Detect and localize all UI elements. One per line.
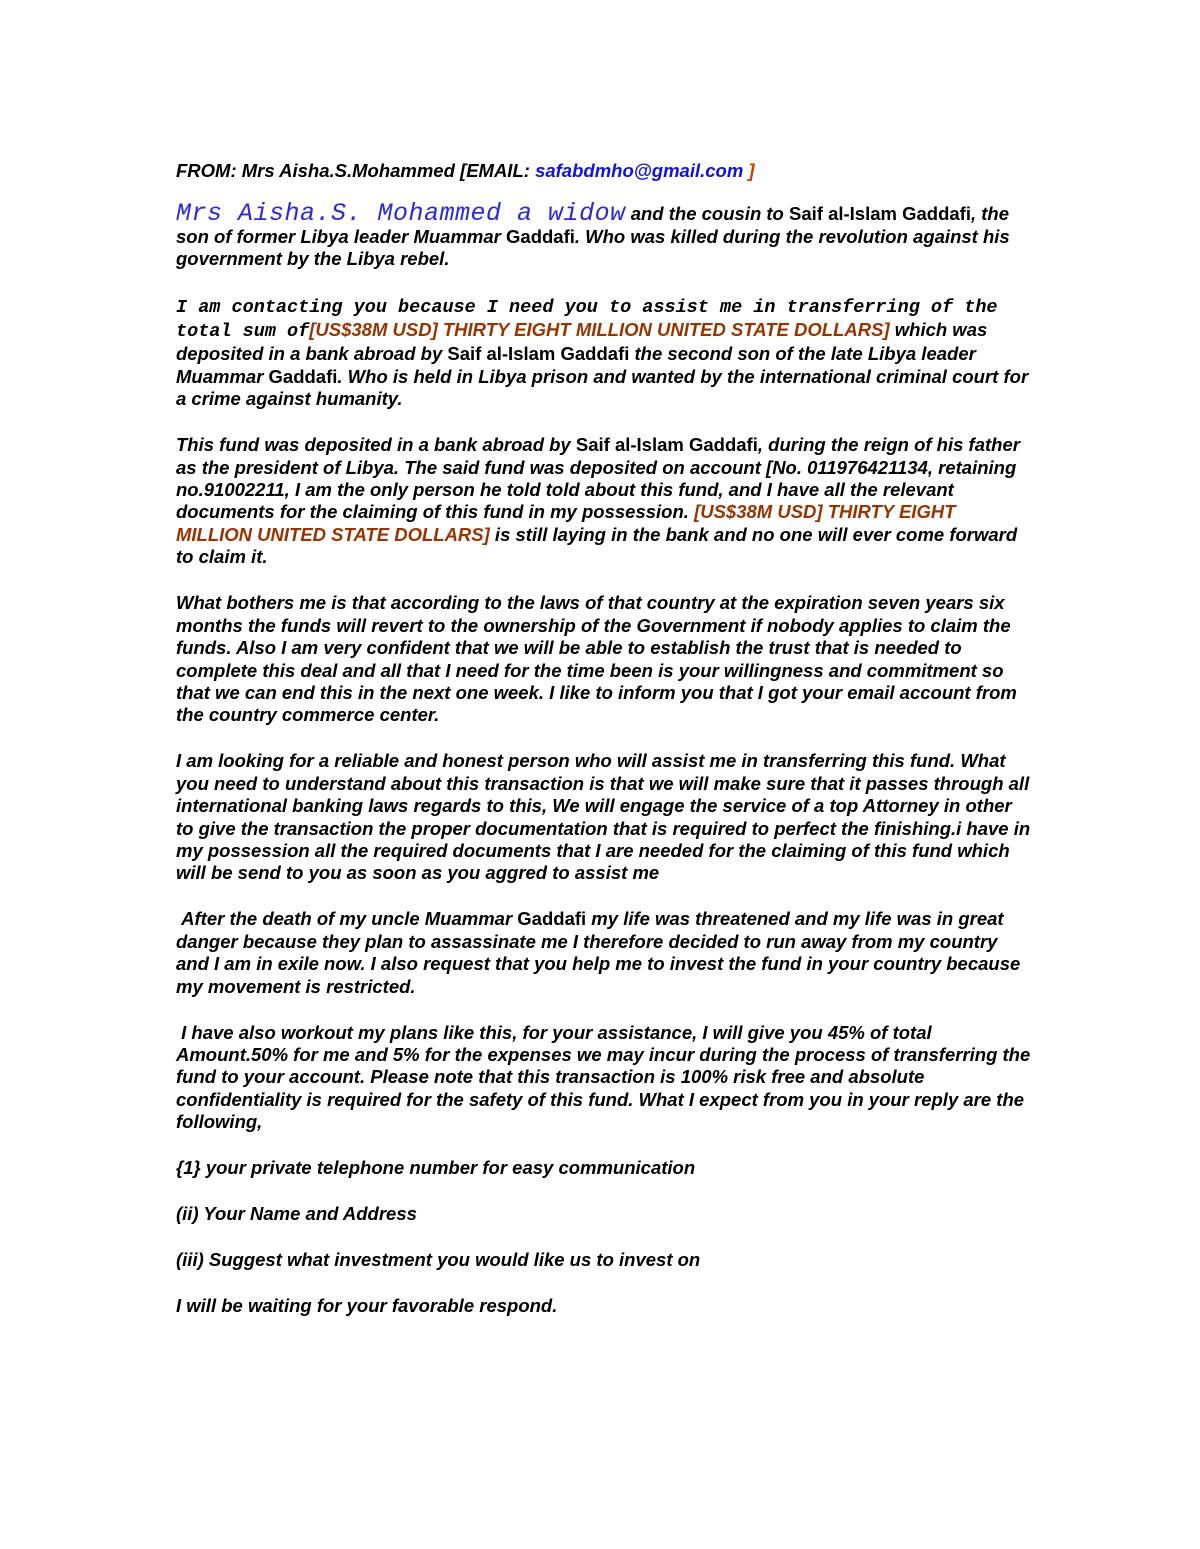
plans-paragraph	[176, 1021, 1036, 1134]
sender-email-link[interactable]: safabdmho@gmail.com	[535, 160, 744, 181]
contact-paragraph	[176, 295, 1031, 411]
intro-name-2: Gaddafi	[506, 225, 575, 247]
fund-name-1: Saif al-Islam Gaddafi	[575, 434, 758, 456]
intro-name-1: Saif al-Islam Gaddafi	[789, 203, 971, 225]
contact-name-1: Saif al-Islam Gaddafi	[447, 343, 630, 365]
plans-text: I have also workout my plans like this, for your assistance, I will give you 45% of total Amount.50% for me and 5% for the expenses we may incur during the process of transferring the fund to your account. Please note that this transaction is 100% risk free and absolute confidentiality is required for the safety of this fund. What I expect from you in your reply are the following,	[176, 1021, 1036, 1133]
intro-paragraph	[176, 199, 1031, 270]
contact-amount: [US$38M USD] THIRTY EIGHT MILLION UNITED STATE DOLLARS]	[309, 319, 890, 341]
list-item: {1} your private telephone number for easy communication	[176, 1157, 696, 1179]
from-prefix: FROM: Mrs Aisha.S.Mohammed [EMAIL:	[176, 160, 536, 181]
fund-text-2: , during the reign of his father as the president of Libya. The said fund was deposited on account [No. 011976421134, retaining no.91002211, I am the only person he told told about this fund, and I have all the relevant documents for the claiming of this fund in my possession.	[176, 434, 1020, 523]
death-text-2: my life was threatened and my life was in great danger because they plan to assassinate me I therefore decided to run away from my country and I am in exile now. I also request that you help me to invest the fund in your country because my movement is restricted.	[176, 908, 1021, 997]
closing-line: I will be waiting for your favorable respond.	[176, 1295, 558, 1317]
intro-text-3: . Who was killed during the revolution against his government by the Libya rebel.	[176, 225, 1010, 270]
fund-amount: [US$38M USD] THIRTY EIGHT MILLION UNITED STATE DOLLARS]	[176, 501, 956, 545]
from-line	[176, 160, 1031, 182]
fund-paragraph	[176, 434, 1031, 568]
bothers-paragraph: What bothers me is that according to the laws of that country at the expiration seven years six months the funds will revert to the ownership of the Government if nobody applies to claim the funds. Also I am very confident that we will be able to establish the trust that is needed to complete this deal and all that I need for the time been is your willingness and commitment so that we can end this in the next one week. I like to inform you that I got your email account from the country commerce center.	[176, 592, 1017, 726]
contact-mono-text: I am contacting you because I need you to assist me in transferring of the total sum of	[176, 296, 998, 343]
contact-text-1: which was deposited in a bank abroad by	[176, 319, 988, 365]
fund-text-1: This fund was deposited in a bank abroad by	[176, 434, 576, 456]
sender-name-styled: Mrs Aisha.S. Mohammed a widow	[176, 199, 626, 229]
death-name-1: Gaddafi	[517, 908, 587, 930]
looking-paragraph: I am looking for a reliable and honest person who will assist me in transferring this fund. What you need to understand about this transaction is that we will make sure that it passes through all international banking laws regards to this, We will engage the service of a top Attorney in other to give the transaction the proper documentation that is required to perfect the finishing.i have in my possession all the required documents that I are needed for the claiming of this fund which will be send to you as soon as you aggred to assist me	[176, 750, 1031, 884]
letter-document	[176, 160, 1036, 1341]
death-text-1: After the death of my uncle Muammar	[176, 908, 518, 930]
fund-text-3: is still laying in the bank and no one will ever come forward to claim it.	[176, 523, 1018, 568]
from-suffix: ]	[743, 160, 755, 181]
list-item: (iii) Suggest what investment you would like us to invest on	[176, 1249, 701, 1271]
intro-text-1: and the cousin to	[625, 203, 789, 225]
contact-text-2: the second son of the late Libya leader Muammar	[176, 343, 976, 387]
contact-name-2: Gaddafi	[268, 365, 338, 387]
intro-text-2: , the son of former Libya leader Muammar	[176, 203, 1010, 247]
contact-text-3: . Who is held in Libya prison and wanted by the international criminal court for a crime against humanity.	[176, 365, 1029, 410]
list-item: (ii) Your Name and Address	[176, 1203, 417, 1225]
death-paragraph	[176, 908, 1031, 998]
